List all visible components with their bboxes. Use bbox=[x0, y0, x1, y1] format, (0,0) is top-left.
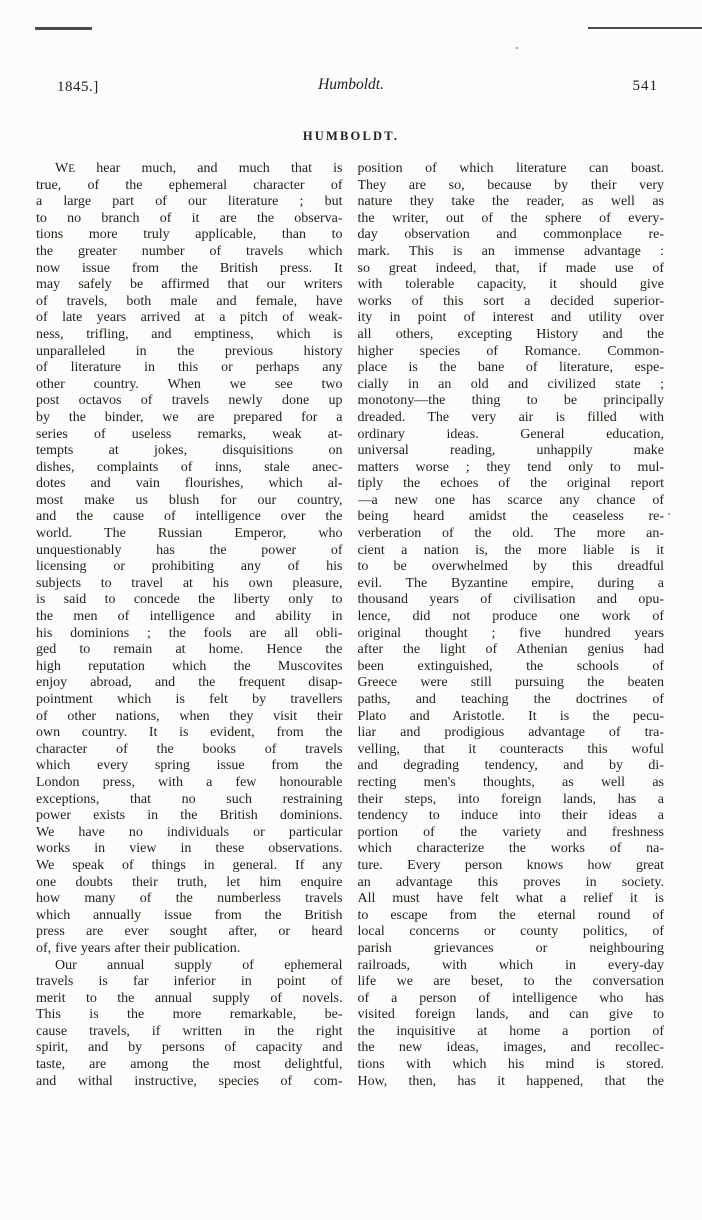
text-line: day observation and commonplace re- bbox=[357, 227, 664, 243]
text-line: dreaded. The very air is filled with bbox=[357, 409, 664, 425]
text-line: ture. Every person knows how great bbox=[357, 857, 664, 873]
text-line: place is the bane of literature, espe- bbox=[357, 360, 664, 376]
text-line: parish grievances or neighbouring bbox=[357, 940, 664, 956]
text-line: and withal instructive, species of com- bbox=[36, 1073, 343, 1089]
text-line: mark. This is an immense advantage : bbox=[357, 243, 664, 259]
text-line: the greater number of travels which bbox=[36, 243, 343, 259]
text-line: tions with which his mind is stored. bbox=[357, 1057, 664, 1073]
text-line: taste, are among the most delightful, bbox=[36, 1057, 343, 1073]
text-line: Our annual supply of ephemeral bbox=[55, 957, 343, 973]
page-header bbox=[0, 76, 702, 98]
text-line: other country. When we see two bbox=[36, 376, 343, 392]
text-line: enjoy abroad, and the frequent disap- bbox=[36, 675, 343, 691]
text-column-left bbox=[36, 161, 343, 1090]
text-line: dotes and vain flourishes, which al- bbox=[36, 476, 343, 492]
text-line: WE hear much, and much that is bbox=[55, 161, 343, 176]
text-line: series of useless remarks, weak at- bbox=[36, 426, 343, 442]
text-line: cient a nation is, the more liable is it bbox=[357, 542, 664, 558]
text-line: one doubts their truth, let him enquire bbox=[36, 874, 343, 890]
text-line: All must have felt what a relief it is bbox=[357, 891, 664, 907]
text-line: works of this sort a decided superior- bbox=[357, 293, 664, 309]
text-line: dishes, complaints of inns, stale anec- bbox=[36, 459, 343, 475]
text-line: with tolerable capacity, it should give bbox=[357, 277, 664, 293]
text-line: original thought ; five hundred years bbox=[357, 625, 664, 641]
text-line: How, then, has it happened, that the bbox=[357, 1073, 664, 1089]
scan-artifact-top-right bbox=[588, 27, 702, 29]
text-line: ness, trifling, and emptiness, which is bbox=[36, 326, 343, 342]
text-line: after the light of Athenian genius had bbox=[357, 642, 664, 658]
text-line: unparalleled in the previous history bbox=[36, 343, 343, 359]
text-line: monotony—the thing to be principally bbox=[357, 393, 664, 409]
text-line: which characterize the works of na- bbox=[357, 841, 664, 857]
text-line: ity in point of interest and utility over bbox=[357, 310, 664, 326]
header-year: 1845.] bbox=[57, 79, 99, 95]
text-line: travels is far inferior in point of bbox=[36, 974, 343, 990]
text-line: which annually issue from the British bbox=[36, 907, 343, 923]
text-line: tempts at jokes, disquisitions on bbox=[36, 443, 343, 459]
text-columns bbox=[36, 161, 664, 1090]
text-line: the inquisitive at home a portion of bbox=[357, 1023, 664, 1039]
text-line: and degrading tendency, and by di- bbox=[357, 758, 664, 774]
text-line: the men of intelligence and ability in bbox=[36, 609, 343, 625]
text-line: of, five years after their publication. bbox=[36, 940, 241, 956]
text-line: of late years arrived at a pitch of weak- bbox=[36, 310, 343, 326]
scan-speck bbox=[516, 47, 518, 49]
text-line: pointment which is felt by travellers bbox=[36, 692, 343, 707]
text-line: true, of the ephemeral character of bbox=[36, 177, 343, 193]
text-line: of travels, both male and female, have bbox=[36, 293, 343, 309]
text-line: subjects to travel at his own pleasure, bbox=[36, 575, 343, 591]
text-line: been extinguished, the schools of bbox=[357, 658, 664, 674]
text-line: being heard amidst the ceaseless re- bbox=[357, 509, 664, 525]
text-line: merit to the annual supply of novels. bbox=[36, 990, 343, 1006]
text-line: exceptions, that no such restraining bbox=[36, 791, 343, 807]
text-line: We have no individuals or particular bbox=[36, 824, 343, 840]
text-line: evil. The Byzantine empire, during a bbox=[357, 575, 664, 591]
text-line: all others, excepting History and the bbox=[357, 326, 664, 342]
text-line: London press, with a few honourable bbox=[36, 774, 343, 790]
text-line: portion of the variety and freshness bbox=[357, 824, 664, 840]
text-line: They are so, because by their very bbox=[357, 177, 664, 193]
text-line: may safely be affirmed that our writers bbox=[36, 277, 343, 293]
text-line: recting men's thoughts, as well as bbox=[357, 774, 664, 790]
text-line: most make us blush for our country, bbox=[36, 492, 343, 508]
text-line: ordinary ideas. General education, bbox=[357, 426, 664, 442]
text-line: their steps, into foreign lands, has a bbox=[357, 791, 664, 807]
text-line: the new ideas, images, and recollec- bbox=[357, 1040, 664, 1056]
text-line: world. The Russian Emperor, who bbox=[36, 526, 343, 542]
article-title: HUMBOLDT. bbox=[302, 129, 400, 143]
text-line: nature they take the reader, as well as bbox=[357, 194, 664, 210]
text-line: higher species of Romance. Common- bbox=[357, 343, 664, 359]
text-line: tendency to induce into their ideas a bbox=[357, 808, 664, 824]
text-line: unquestionably has the power of bbox=[36, 542, 343, 558]
text-line: how many of the numberless travels bbox=[36, 891, 343, 907]
text-line: to no branch of it are the observa- bbox=[36, 210, 343, 226]
running-title: Humboldt. bbox=[318, 76, 384, 93]
text-line: tions more truly applicable, than to bbox=[36, 227, 343, 243]
text-line: Plato and Aristotle. It is the pecu- bbox=[357, 708, 664, 724]
text-line: ged to remain at home. Hence the bbox=[36, 642, 343, 658]
text-line: liar and prodigious advantage of tra- bbox=[357, 725, 664, 741]
text-line: works in view in these observations. bbox=[36, 841, 343, 857]
text-line: cause travels, if written in the right bbox=[36, 1023, 343, 1039]
text-line: a large part of our literature ; but bbox=[36, 194, 343, 210]
text-line: universal reading, unhappily make bbox=[357, 443, 664, 459]
text-line: character of the books of travels bbox=[36, 741, 343, 757]
text-line: the writer, out of the sphere of every- bbox=[357, 210, 664, 226]
text-line: to be overwhelmed by this dreadful bbox=[357, 559, 664, 575]
text-column-right bbox=[358, 161, 665, 1090]
text-line: paths, and teaching the doctrines of bbox=[357, 692, 664, 707]
text-line: thousand years of civilisation and opu- bbox=[357, 592, 664, 608]
text-line: licensing or prohibiting any of his bbox=[36, 559, 343, 575]
text-line: This is the more remarkable, be- bbox=[36, 1007, 343, 1023]
text-line: —a new one has scarce any chance of bbox=[357, 492, 664, 508]
text-line: velling, that it counteracts this woful bbox=[357, 741, 664, 757]
text-line: own country. It is evident, from the bbox=[36, 725, 343, 741]
text-line: local concerns or county politics, of bbox=[357, 924, 664, 940]
text-line: his dominions ; the fools are all obli- bbox=[36, 625, 343, 641]
scan-speck bbox=[668, 513, 670, 515]
text-line: of other nations, when they visit their bbox=[36, 708, 343, 724]
text-line: to escape from the eternal round of bbox=[357, 907, 664, 923]
text-line: visited foreign lands, and can give to bbox=[357, 1007, 664, 1023]
text-line: spirit, and by persons of capacity and bbox=[36, 1040, 343, 1056]
text-line: an advantage this proves in society. bbox=[357, 874, 664, 890]
text-line: post octavos of travels newly done up bbox=[36, 393, 343, 409]
text-line: railroads, with which in every-day bbox=[357, 957, 664, 973]
text-line: of literature in this or perhaps any bbox=[36, 360, 343, 376]
text-line: so great indeed, that, if made use of bbox=[357, 260, 664, 276]
text-line: is said to concede the liberty only to bbox=[36, 592, 343, 608]
text-line: now issue from the British press. It bbox=[36, 260, 343, 276]
text-line: lence, did not produce one work of bbox=[357, 609, 664, 625]
text-line: position of which literature can boast. bbox=[357, 161, 664, 176]
text-line: and the cause of intelligence over the bbox=[36, 509, 343, 525]
scan-artifact-top-left bbox=[35, 27, 92, 30]
text-line: verberation of the old. The more an- bbox=[357, 526, 664, 542]
text-line: high reputation which the Muscovites bbox=[36, 658, 343, 674]
text-line: We speak of things in general. If any bbox=[36, 857, 343, 873]
text-line: matters worse ; they tend only to mul- bbox=[357, 459, 664, 475]
text-line: life we are beset, to the conversation bbox=[357, 974, 664, 990]
text-line: power exists in the British dominions. bbox=[36, 808, 343, 824]
text-line: by the binder, we are prepared for a bbox=[36, 409, 343, 425]
text-line: Greece were still pursuing the beaten bbox=[357, 675, 664, 691]
text-line: which every spring issue from the bbox=[36, 758, 343, 774]
text-line: tiply the echoes of the original report bbox=[357, 476, 664, 492]
text-line: press are ever sought after, or heard bbox=[36, 924, 343, 940]
page-number: 541 bbox=[632, 78, 658, 94]
text-line: of a person of intelligence who has bbox=[357, 990, 664, 1006]
text-line: cially in an old and civilized state ; bbox=[357, 376, 664, 392]
